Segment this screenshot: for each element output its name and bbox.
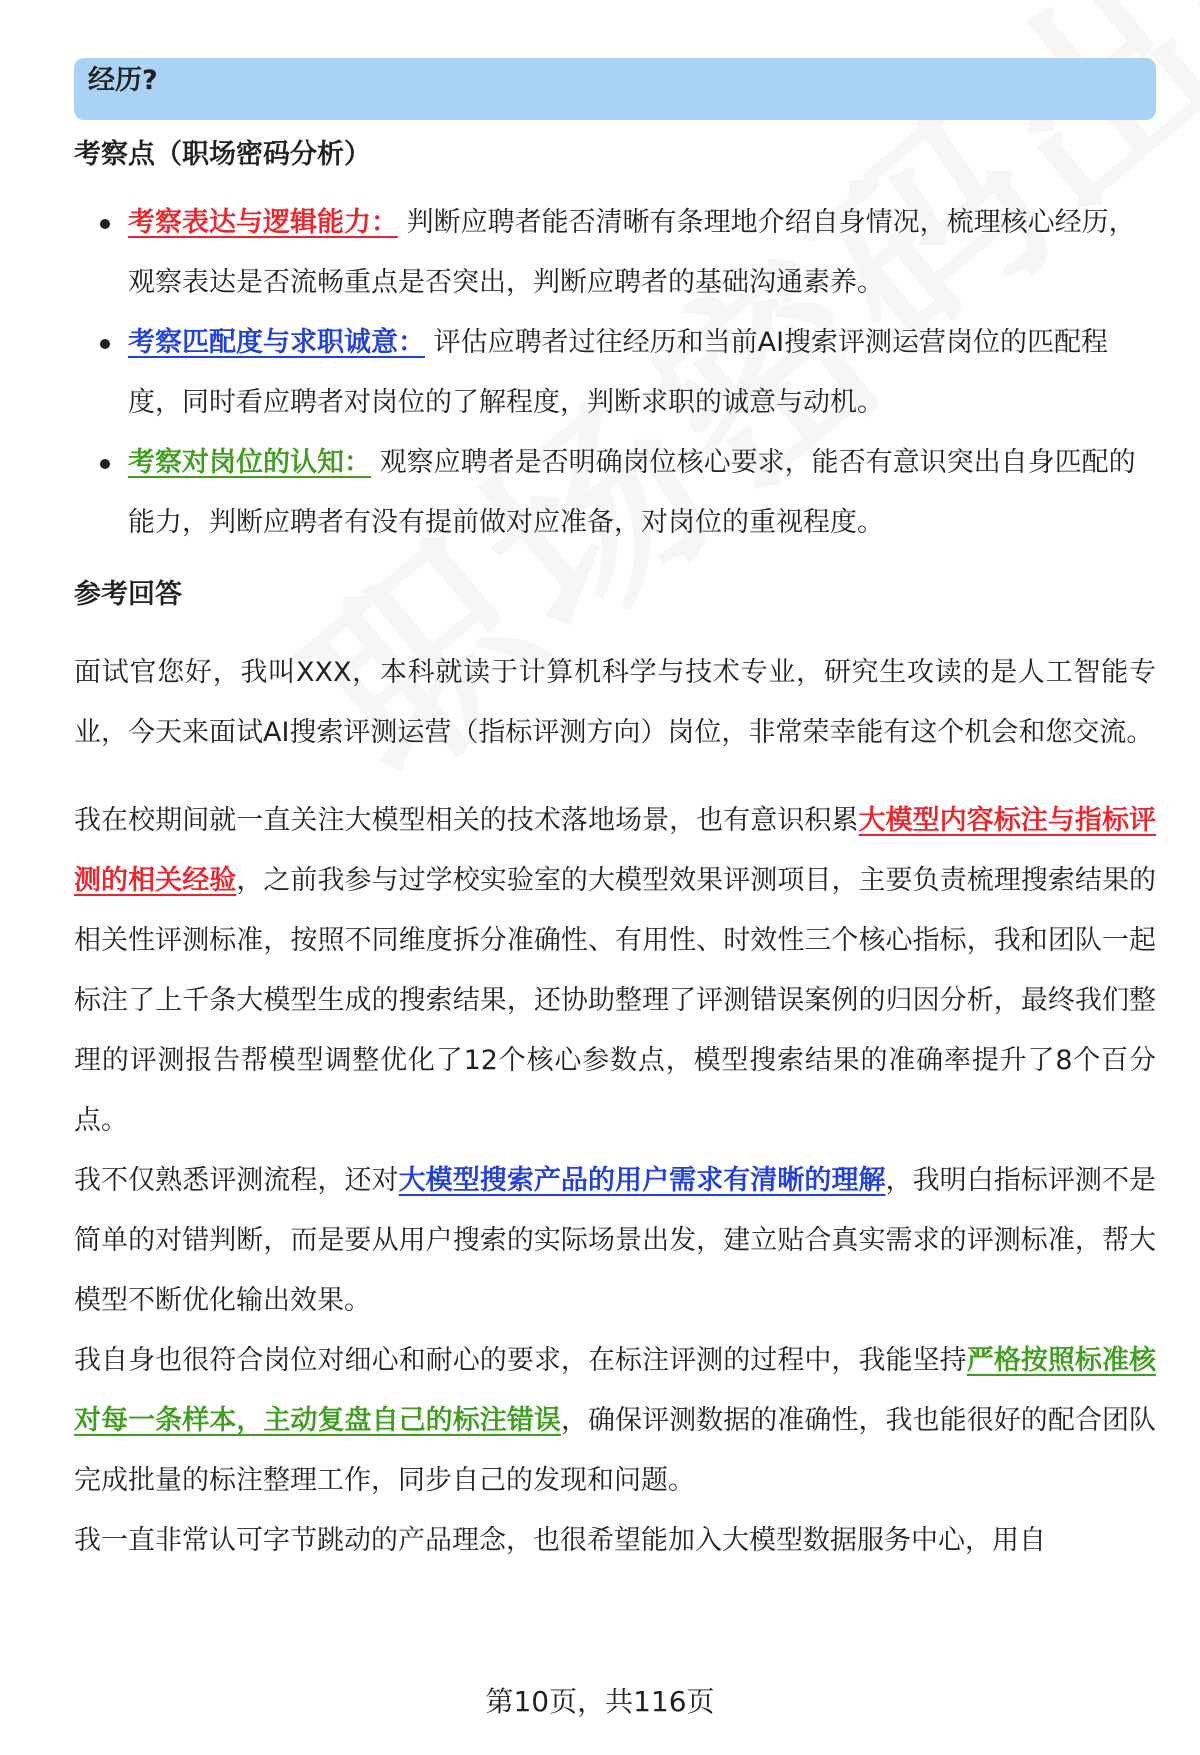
- bullet-dot-icon: [100, 219, 110, 229]
- answer-paragraph-4: [74, 1331, 1156, 1511]
- answer-paragraph-2: [74, 791, 1156, 1151]
- analysis-list: [74, 193, 1156, 553]
- highlight-text: 大模型搜索产品的用户需求有清晰的理解: [398, 1165, 886, 1196]
- answer-paragraph-5: 我一直非常认可字节跳动的产品理念，也很希望能加入大模型数据服务中心，用自: [74, 1525, 1046, 1556]
- bullet-dot-icon: [100, 339, 110, 349]
- list-item: [74, 313, 1156, 433]
- page-number: 第10页，共116页: [485, 1685, 715, 1718]
- item-text: 评估应聘者过往经历和当前AI搜索评测运营岗位的匹配程度，同时看应聘者对岗位的了解程度，判断求职的诚意与动机。: [128, 327, 1109, 418]
- keyword-label: 考察匹配度与求职诚意：: [128, 327, 425, 358]
- list-item: [74, 193, 1156, 313]
- item-text: 观察应聘者是否明确岗位核心要求，能否有意识突出自身匹配的能力，判断应聘者有没有提前做对应准备，对岗位的重视程度。: [128, 447, 1136, 538]
- paragraph-text: 我自身也很符合岗位对细心和耐心的要求，在标注评测的过程中，我能坚持: [74, 1345, 967, 1376]
- paragraph-text: 我不仅熟悉评测流程，还对: [74, 1165, 399, 1196]
- keyword-label: 考察对岗位的认知：: [128, 447, 371, 478]
- paragraph-text: ，确保评测数据的准确性，我也能很好的配合团队完成批量的标注整理工作，同步自己的发现和问题。: [74, 1405, 1157, 1496]
- paragraph-text: ，我明白指标评测不是简单的对错判断，而是要从用户搜索的实际场景出发，建立贴合真实需求的评测标准，帮大模型不断优化输出效果。: [74, 1165, 1157, 1316]
- answer-title: 参考回答: [74, 579, 182, 610]
- paragraph-text: ，之前我参与过学校实验室的大模型效果评测项目，主要负责梳理搜索结果的相关性评测标准，按照不同维度拆分准确性、有用性、时效性三个核心指标，我和团队一起标注了上千条大模型生成的搜索结果，还协助整理了评测错误案例的归因分析，最终我们整理的评测报告帮模型调整优化了12个核心参数点，模型搜索结果的准确率提升了8个百分点。: [74, 865, 1157, 1136]
- question-banner: 经历?: [74, 58, 1156, 120]
- list-item: [74, 433, 1156, 553]
- item-text: 判断应聘者能否清晰有条理地介绍自身情况，梳理核心经历，观察表达是否流畅重点是否突出，判断应聘者的基础沟通素养。: [128, 207, 1136, 298]
- highlight-text: 大模型内容标注与指标评测的相关经验: [74, 805, 1157, 896]
- page-content: [74, 58, 1156, 1571]
- analysis-title: 考察点（职场密码分析）: [74, 139, 371, 170]
- answer-paragraph-1: 面试官您好，我叫XXX，本科就读于计算机科学与技术专业，研究生攻读的是人工智能专业，今天来面试AI搜索评测运营（指标评测方向）岗位，非常荣幸能有这个机会和您交流。: [74, 657, 1156, 748]
- keyword-label: 考察表达与逻辑能力：: [128, 207, 398, 238]
- highlight-text: 严格按照标准核对每一条样本，主动复盘自己的标注错误: [74, 1345, 1157, 1436]
- answer-paragraph-3: [74, 1151, 1156, 1331]
- paragraph-text: 我在校期间就一直关注大模型相关的技术落地场景，也有意识积累: [74, 805, 859, 836]
- bullet-dot-icon: [100, 459, 110, 469]
